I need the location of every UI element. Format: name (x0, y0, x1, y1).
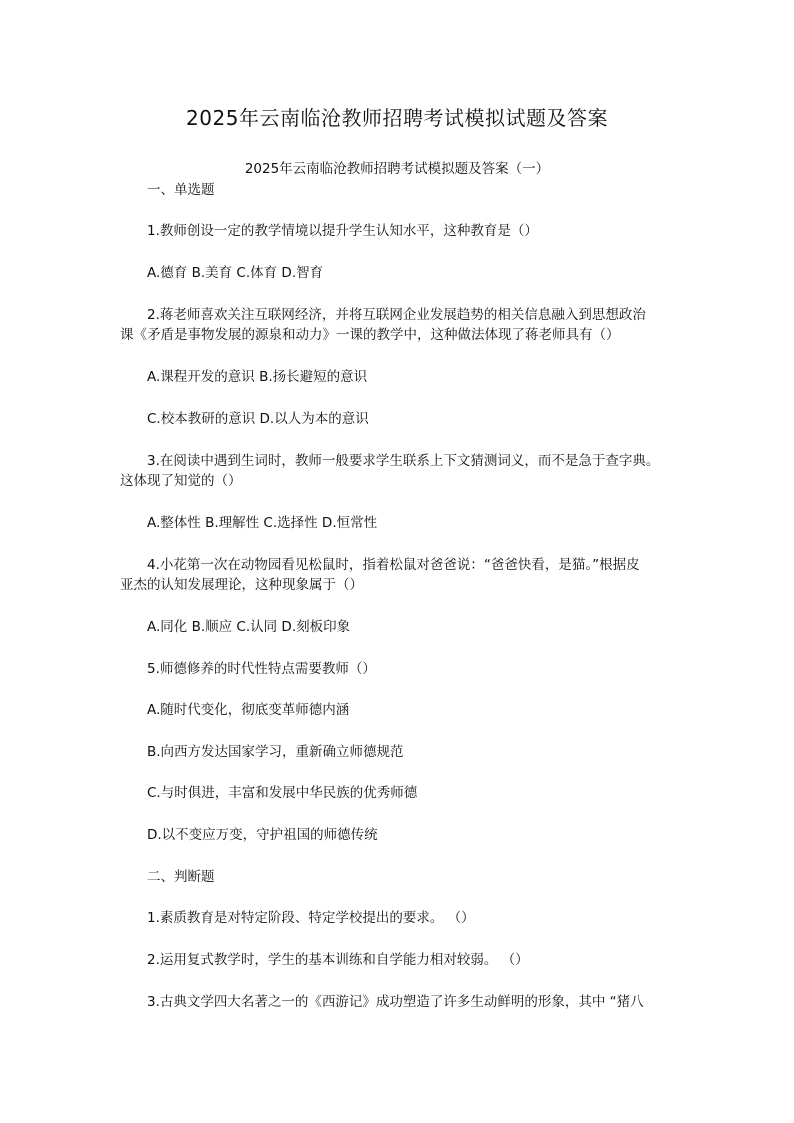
question-5-option-a: A.随时代变化，彻底变革师德内涵 (147, 702, 350, 718)
question-5: 5.师德修养的时代性特点需要教师（） (147, 661, 376, 677)
question-5-option-d: D.以不变应万变，守护祖国的师德传统 (147, 827, 378, 843)
question-3-options: A.整体性 B.理解性 C.选择性 D.恒常性 (147, 515, 378, 531)
page-subtitle: 2025年云南临沧教师招聘考试模拟题及答案（一） (244, 161, 550, 177)
question-3-line-1: 3.在阅读中遇到生词时，教师一般要求学生联系上下文猜测词义，而不是急于查字典。 (147, 453, 660, 469)
question-1: 1.教师创设一定的教学情境以提升学生认知水平，这种教育是（） (147, 223, 538, 239)
section-heading-true-false: 二、判断题 (147, 869, 215, 885)
question-1-options: A.德育 B.美育 C.体育 D.智育 (147, 265, 324, 281)
question-4-options: A.同化 B.顺应 C.认同 D.刻板印象 (147, 619, 351, 635)
question-5-option-c: C.与时俱进，丰富和发展中华民族的优秀师德 (147, 785, 418, 801)
question-2-line-2: 课《矛盾是事物发展的源泉和动力》一课的教学中，这种做法体现了蒋老师具有（） (120, 327, 620, 343)
question-4-line-1: 4.小花第一次在动物园看见松鼠时，指着松鼠对爸爸说：“爸爸快看，是猫。”根据皮 (147, 557, 640, 573)
question-2-options-cd: C.校本教研的意识 D.以人为本的意识 (147, 411, 369, 427)
question-3-line-2: 这体现了知觉的（） (120, 473, 242, 489)
question-4-line-2: 亚杰的认知发展理论，这种现象属于（） (120, 577, 363, 593)
section-heading-single-choice: 一、单选题 (147, 182, 215, 198)
question-2-options-ab: A.课程开发的意识 B.扬长避短的意识 (147, 369, 368, 385)
page-title: 2025年云南临沧教师招聘考试模拟试题及答案 (186, 106, 608, 130)
judgment-2: 2.运用复式教学时，学生的基本训练和自学能力相对较弱。 （） (147, 952, 529, 968)
judgment-3: 3.古典文学四大名著之一的《西游记》成功塑造了许多生动鲜明的形象，其中 “猪八 (147, 994, 644, 1010)
judgment-1: 1.素质教育是对特定阶段、特定学校提出的要求。 （） (147, 910, 475, 926)
question-2-line-1: 2.蒋老师喜欢关注互联网经济，并将互联网企业发展趋势的相关信息融入到思想政治 (147, 307, 646, 323)
question-5-option-b: B.向西方发达国家学习，重新确立师德规范 (147, 744, 404, 760)
